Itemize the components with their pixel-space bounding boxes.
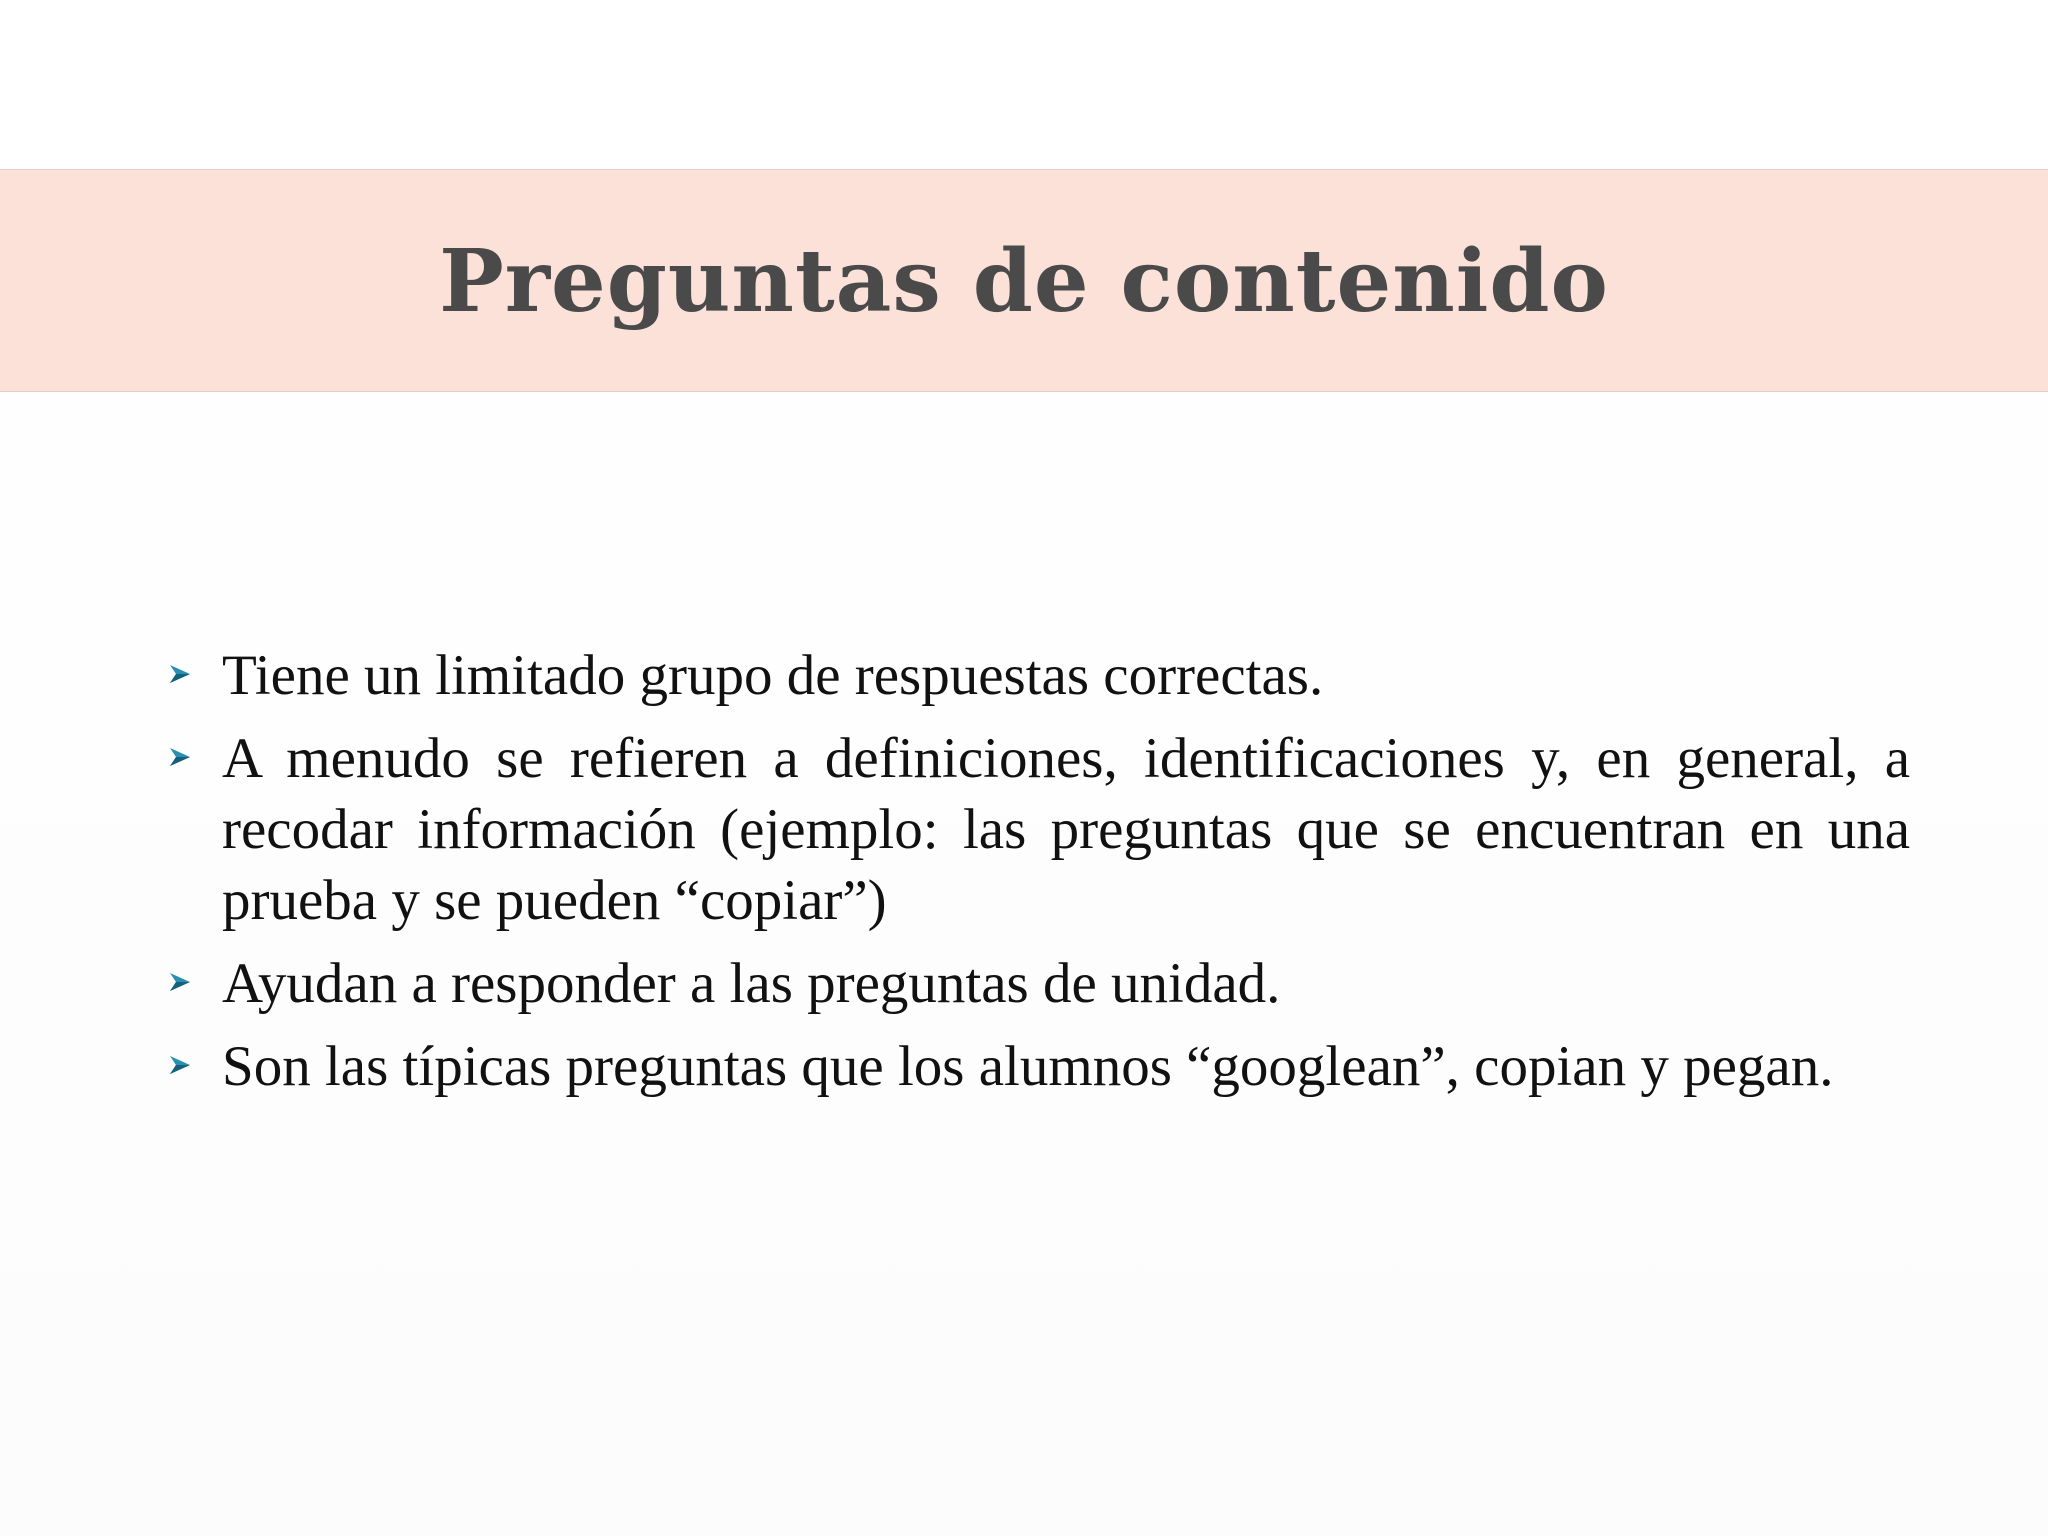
arrow-bullet-icon: [168, 745, 192, 769]
bullet-text: Son las típicas preguntas que los alumnos “googlean”, copian y pegan.: [222, 1035, 1834, 1098]
arrow-bullet-icon: [168, 1053, 192, 1077]
bullet-item: [160, 723, 1910, 936]
bullet-text: Ayudan a responder a las preguntas de unidad.: [222, 952, 1281, 1015]
arrow-bullet-icon: [168, 662, 192, 686]
arrow-bullet-icon: [168, 970, 192, 994]
title-band: [0, 169, 2048, 392]
bullet-text: Tiene un limitado grupo de respuestas correctas.: [222, 644, 1324, 707]
slide-title: Preguntas de contenido: [439, 231, 1609, 332]
bullet-text: A menudo se refieren a definiciones, identificaciones y, en general, a recodar información (ejemplo: las preguntas que se encuentran en una prueba y se pueden “copiar”): [222, 727, 1910, 932]
bullet-list: [160, 640, 1910, 1114]
bullet-item: [160, 948, 1910, 1019]
bullet-item: [160, 640, 1910, 711]
bullet-item: [160, 1031, 1910, 1102]
